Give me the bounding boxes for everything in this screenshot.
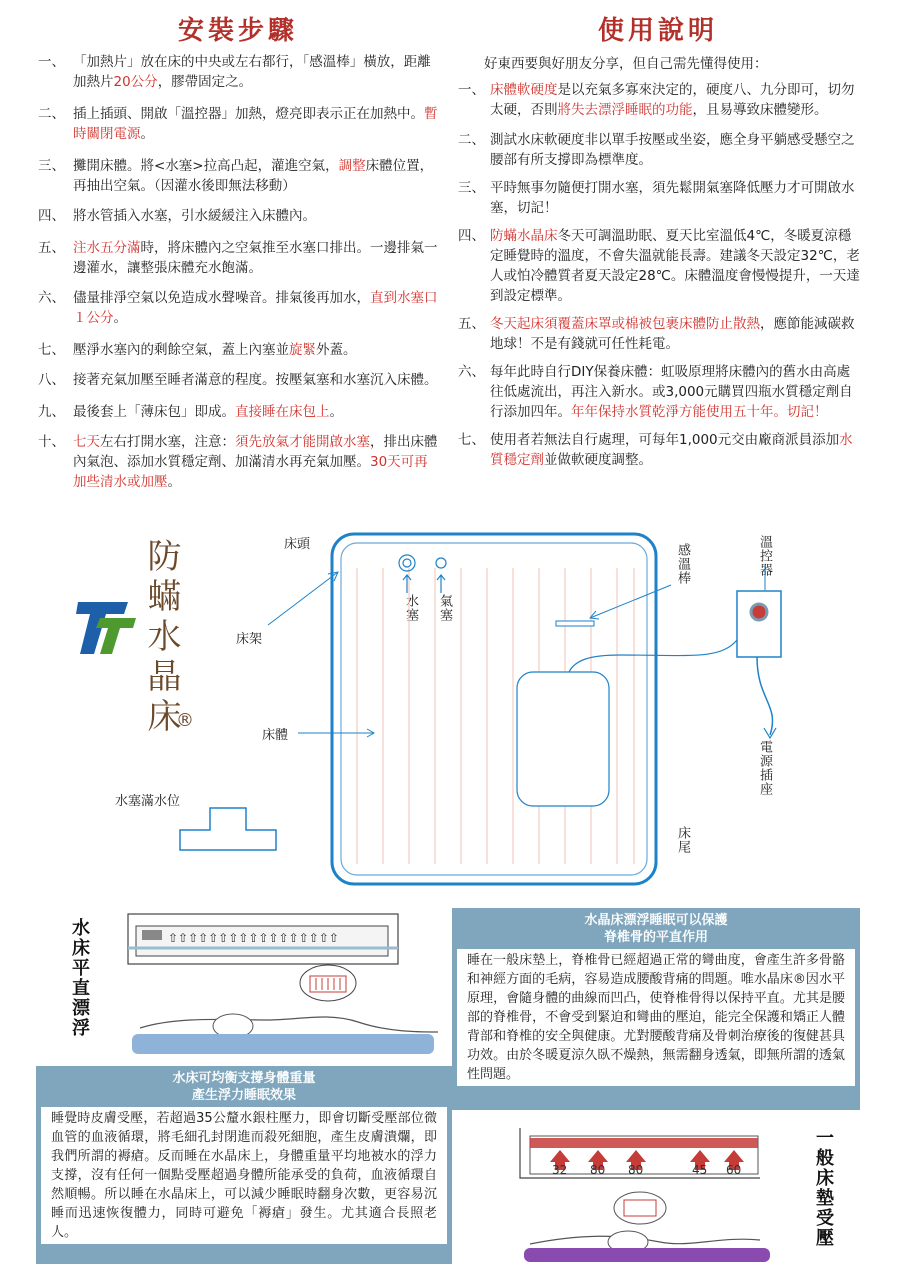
- spine-box-title-2: 脊椎骨的平直作用: [603, 930, 708, 945]
- highlight-text: 30天可再加些清水或加壓: [73, 454, 428, 490]
- usage-instructions-title: 使用說明: [598, 16, 719, 46]
- sensor-rod: [556, 621, 594, 626]
- item-number: 六、: [458, 364, 485, 380]
- pressure-value: 80: [590, 1163, 606, 1177]
- text-run: 床體位置，再抽出空氣。（因灌水後即無法移動）: [73, 158, 434, 194]
- item-number: 三、: [38, 158, 65, 174]
- mattress-pressure-illustration: [510, 1126, 780, 1266]
- text-run: ，膠帶固定之。: [157, 74, 253, 90]
- power-socket-label: 電源插座: [757, 740, 772, 796]
- text-run: 。: [167, 474, 181, 490]
- item-number: 一、: [38, 54, 65, 70]
- water-bed-box-title-2: 產生浮力睡眠效果: [191, 1088, 296, 1103]
- install-steps-title: 安裝步驟: [178, 16, 299, 46]
- water-bed-flat-label: 水床平直漂浮: [69, 918, 90, 1038]
- text-run: 左右打開水塞，注意：: [100, 434, 235, 450]
- text-run: 冬天可調溫助眠、夏天比室溫低4℃，冬暖夏涼穩定睡覺時的溫度，不會失溫就能長壽。建議冬天設定32℃，老人或怕冷體質者夏天設定28℃。床體溫度會慢慢提升，一天達到設定標準。: [490, 228, 860, 304]
- item-number: 九、: [38, 404, 65, 420]
- item-number: 五、: [458, 316, 485, 332]
- water-bed-box-body: 睡覺時皮膚受壓，若超過35公釐水銀柱壓力，即會切斷受壓部位微血管的血液循環，將毛細孔封閉進而殺死細胞，產生皮膚潰爛，即我們所謂的褥瘡。反而睡在水晶床上，身體重量平均地被水的浮力支撐，沒有任何一個點受壓超過身體所能承受的負荷，血液循環自然順暢。所以睡在水晶床上，可以減少睡眠時翻身次數，更容易沉睡而迅速恢復體力，同時可避免「褥瘡」發生。尤其適合長照老人。: [41, 1107, 447, 1244]
- highlight-text: 床體軟硬度: [490, 82, 558, 98]
- bed-head-label: 床頭: [284, 537, 311, 552]
- item-number: 十、: [38, 434, 65, 450]
- heater-pad: [517, 672, 609, 806]
- text-run: 「加熱片」放在床的中央或左右都行，「感溫棒」橫放，距離加熱片: [73, 54, 431, 90]
- text-run: 儘量排淨空氣以免造成水聲噪音。排氣後再加水，: [73, 290, 370, 306]
- highlight-text: 注水五分滿: [73, 240, 141, 256]
- text-run: 是以充氣多寡來決定的，硬度八、九分即可，切勿太硬，否則: [490, 82, 855, 118]
- text-run: ，應節能減碳救地球！不是有錢就可任性耗電。: [490, 316, 855, 352]
- item-number: 一、: [458, 82, 485, 98]
- thermostat-label: 溫控器: [757, 535, 772, 577]
- spine-info-box: [452, 908, 860, 1110]
- highlight-text: 20公分: [113, 74, 158, 90]
- regular-mattress-label: 一般床墊受壓: [813, 1128, 834, 1248]
- pressure-value: 32: [552, 1163, 568, 1177]
- highlight-text: 將失去漂浮睡眠的功能: [557, 102, 693, 118]
- pressure-value: 45: [692, 1163, 708, 1177]
- text-run: 並做軟硬度調整。: [544, 452, 652, 468]
- text-run: 平時無事勿隨便打開水塞，須先鬆開氣塞降低壓力才可開啟水塞，切記！: [490, 180, 855, 216]
- highlight-text: 七天: [73, 434, 100, 450]
- text-run: 將水管插入水塞，引水緩緩注入床體內。: [73, 208, 316, 224]
- item-number: 三、: [458, 180, 485, 196]
- text-run: ，且易導致床體變形。: [692, 102, 828, 118]
- text-run: 時，將床體內之空氣推至水塞口排出。一邊排氣一邊灌水，讓整張床體充水飽滿。: [73, 240, 438, 276]
- text-run: 接著充氣加壓至睡者滿意的程度。按壓氣塞和水塞沉入床體。: [73, 372, 438, 388]
- text-run: 。: [113, 310, 127, 326]
- text-run: 攤開床體。將<水塞>拉高凸起，灌進空氣，: [73, 158, 339, 174]
- item-number: 二、: [458, 132, 485, 148]
- item-number: 四、: [38, 208, 65, 224]
- spine-box-title-1: 水晶床漂浮睡眠可以保護: [584, 913, 728, 928]
- text-run: 每年此時自行DIY保養床體：虹吸原理將床體內的舊水由高處往低處流出，再注入新水。或3,000元購買四瓶水質穩定劑自行添加四年。: [490, 364, 853, 420]
- text-run: 使用者若無法自行處理，可每年1,000元交由廠商派員添加: [490, 432, 840, 448]
- usage-intro: 好東西要與好朋友分享，但自己需先懂得使用：: [484, 56, 768, 72]
- text-run: 。: [140, 126, 154, 142]
- air-plug-label: 氣塞: [437, 594, 452, 622]
- thermostat-box: [737, 591, 781, 657]
- water-bed-box-title-1: 水床可均衡支撐身體重量: [172, 1071, 316, 1086]
- svg-text:⇧⇧⇧⇧⇧⇧⇧⇧⇧⇧⇧⇧⇧⇧⇧⇧⇧: ⇧⇧⇧⇧⇧⇧⇧⇧⇧⇧⇧⇧⇧⇧⇧⇧⇧: [168, 931, 339, 945]
- air-plug-icon: [436, 558, 446, 593]
- water-bed-illustration: [118, 908, 448, 1068]
- text-run: ，排出床體內氣泡、添加水質穩定劑、加滿清水再充氣加壓。: [73, 434, 438, 470]
- highlight-text: 直到水塞口１公分: [73, 290, 438, 326]
- bed-frame-label: 床架: [236, 632, 263, 647]
- item-number: 八、: [38, 372, 65, 388]
- item-number: 四、: [458, 228, 485, 244]
- registered-mark: ®: [176, 710, 194, 731]
- pressure-value: 60: [726, 1163, 742, 1177]
- bed-body-label: 床體: [262, 728, 289, 743]
- brand-name: 防蟎水晶床: [141, 538, 181, 738]
- text-run: 最後套上「薄床包」即成。: [73, 404, 235, 420]
- pressure-value: 80: [628, 1163, 644, 1177]
- text-run: 壓淨水塞內的剩餘空氣，蓋上內塞並: [73, 342, 289, 358]
- item-number: 七、: [38, 342, 65, 358]
- water-level-shape: [180, 808, 276, 850]
- text-run: 測試水床軟硬度非以單手按壓或坐姿，應全身平躺感受懸空之腰部有所支撐即為標準度。: [490, 132, 855, 168]
- water-bed-info-box: [36, 1066, 452, 1264]
- water-level-label: 水塞滿水位: [115, 794, 181, 809]
- item-number: 七、: [458, 432, 485, 448]
- highlight-text: 旋緊: [289, 342, 316, 358]
- item-number: 六、: [38, 290, 65, 306]
- highlight-text: 暫時關閉電源: [73, 106, 438, 142]
- text-run: 插上插頭、開啟「溫控器」加熱，燈亮即表示正在加熱中。: [73, 106, 424, 122]
- water-plug-icon: [399, 555, 415, 593]
- text-run: 。: [329, 404, 343, 420]
- highlight-text: 直接睡在床包上: [235, 404, 330, 420]
- sensor-label: 感溫棒: [675, 543, 690, 585]
- highlight-text: 防蟎水晶床: [490, 228, 558, 244]
- highlight-text: 水質穩定劑: [490, 432, 853, 468]
- item-number: 二、: [38, 106, 65, 122]
- spine-box-body: 睡在一般床墊上，脊椎骨已經超過正常的彎曲度，會產生許多骨骼和神經方面的毛病，容易造成腰酸背痛的問題。唯水晶床®因水平原理，會隨身體的曲線而凹凸，使脊椎骨得以保持平直。尤其是腰部的脊椎骨，不會受到緊迫和彎曲的壓迫，能完全保護和矯正人體背部和脊椎的安全與健康。尤對腰酸背痛及骨刺治療後的復健甚具功效。由於冬暖夏涼久臥不燥熱，無需翻身透氣，即無所謂的透氣性問題。: [457, 949, 855, 1086]
- highlight-text: 須先放氣才能開啟水塞: [235, 434, 370, 450]
- highlight-text: 冬天起床須覆蓋床罩或棉被包裹床體防止散熱: [490, 316, 760, 332]
- highlight-text: 年年保持水質乾淨方能使用五十年。切記！: [571, 404, 828, 420]
- water-plug-label: 水塞: [403, 594, 418, 622]
- item-number: 五、: [38, 240, 65, 256]
- bed-tail-label: 床尾: [675, 826, 690, 854]
- highlight-text: 調整: [338, 158, 366, 174]
- text-run: 外蓋。: [316, 342, 357, 358]
